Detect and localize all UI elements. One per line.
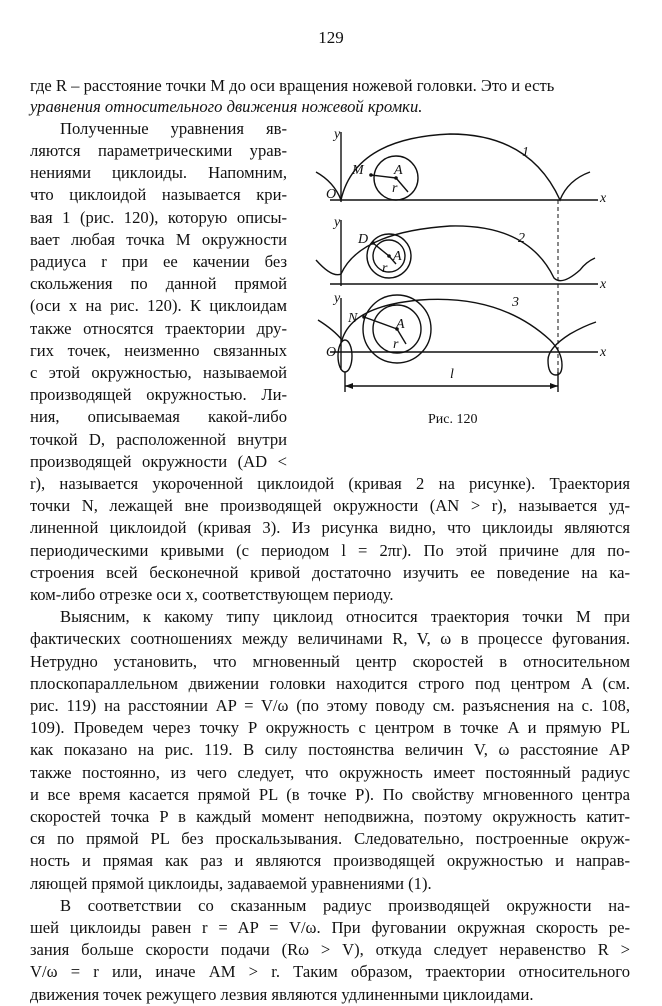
label-y-3: y [334,291,341,306]
text-line: движения точек режущего лезвия являются удлиненными циклоидами. [30,985,534,1004]
loop-left [338,340,352,372]
text-line: где R – расстояние точки M до оси вращения ножевой головки. Это и есть [30,76,555,95]
text-line: Полученные уравнения яв- [60,119,287,138]
text-line: фактических соотношениях между величинами R, V, ω в процессе фугования. [30,629,630,648]
label-y-1: y [334,127,341,142]
label-r-1: r [392,181,398,196]
text-line: ся по прямой PL без проскальзывания. Следовательно, построенные окруж- [30,829,630,848]
text-line: шей циклоиды равен r = AP = V/ω. При фуговании окружная скорость ре- [30,918,630,937]
text-line: скольжения по данной прямой [30,274,287,293]
label-period-l: l [450,367,454,382]
text-line: точки N, лежащей вне производящей окружности (AN > r), называется уд- [30,496,630,515]
text-line: нениями циклоиды. Напомним, [30,163,287,182]
text-line: Выясним, к какому типу циклоид относится траектория точки M при [60,607,630,626]
label-curve-3: 3 [512,295,519,310]
text-line: ния, описываемая какой-либо [30,407,287,426]
text-line: строения всей бесконечной кривой достаточно изучить ее поведение на ка- [30,563,630,582]
text-line: зания больше скорости подачи (Rω > V), откуда следует неравенство R > [30,940,630,959]
label-x-2: x [600,277,607,292]
text-line: ляются параметрическими урав- [30,141,287,160]
label-O-3: O [326,345,337,360]
text-line: (оси x на рис. 120). К циклоидам [30,296,287,315]
text-line: рис. 119) на расстоянии AP = V/ω (по этому поводу см. разъяснения на с. 108, [30,696,630,715]
text-line: 109). Проведем через точку P окружность с центром в точке A и прямую PL [30,718,630,737]
label-N: N [348,311,358,326]
figure-caption: Рис. 120 [428,412,478,427]
text-line: ляющей прямой циклоиды, задаваемой уравнениями (1). [30,874,432,893]
label-x-1: x [600,191,607,206]
cycloid-curve-3 [318,299,596,375]
label-A-2: A [393,249,402,264]
label-M: M [352,163,364,178]
text-line: вает любая точка M окружности [30,230,287,249]
text-line: также постоянно, из чего следует, что окружность имеет постоянный радиус [30,763,630,782]
text-line: как показано на рис. 119. В силу постоянства величин V, ω расстояние AP [30,740,630,759]
text-line: точкой D, расположенной внутри [30,430,287,449]
label-curve-1: 1 [522,145,529,160]
text-line: уравнения относительного движения ножевой кромки. [30,97,423,116]
text-line: линенной циклоидой (кривая 3). Из рисунка видно, что циклоиды являются [30,518,630,537]
text-line: периодическими кривыми (с периодом l = 2πr). По этой причине для по- [30,541,630,560]
label-D: D [358,232,369,247]
text-line: V/ω = r или, иначе AM > r. Таким образом, траектории относительного [30,962,630,981]
text-line: что циклоидой называется кри- [30,185,287,204]
label-A-3: A [396,317,405,332]
text-line: ность и прямая как раз и являются производящей окружностью и направ- [30,851,630,870]
text-line: гих точек, неизменно связанных [30,341,287,360]
text-line: также относятся траектории дру- [30,319,287,338]
page-number: 129 [318,28,344,47]
label-y-2: y [334,215,341,230]
text-line: В соответствии со сказанным радиус производящей окружности на- [60,896,630,915]
label-curve-2: 2 [518,231,525,246]
text-line: Нетрудно установить, что мгновенный центр скоростей в относительном [30,652,630,671]
label-A-1: A [394,163,403,178]
figure-120 [300,120,620,410]
text-line: производящей окружности (AD < [30,452,287,471]
text-line: радиуса r при ее качении без [30,252,287,271]
text-line: с этой окружностью, называемой [30,363,287,382]
text-line: скоростей точка P в каждый момент неподвижна, поэтому окружность катит- [30,807,630,826]
text-line: плоскопараллельном движении головки находится строго под центром A (см. [30,674,630,693]
text-line: и все время касается прямой PL (в точке P). По свойству мгновенного центра [30,785,630,804]
text-line: ком-либо отрезке оси x, соответствующем периоду. [30,585,394,604]
text-line: r), называется укороченной циклоидой (кривая 2 на рисунке). Траектория [30,474,630,493]
text-line: вая 1 (рис. 120), которую описы- [30,208,287,227]
text-line: производящей окружностью. Ли- [30,385,287,404]
label-O-1: O [326,187,337,202]
label-x-3: x [600,345,607,360]
label-r-3: r [393,337,399,352]
label-r-2: r [382,261,388,276]
